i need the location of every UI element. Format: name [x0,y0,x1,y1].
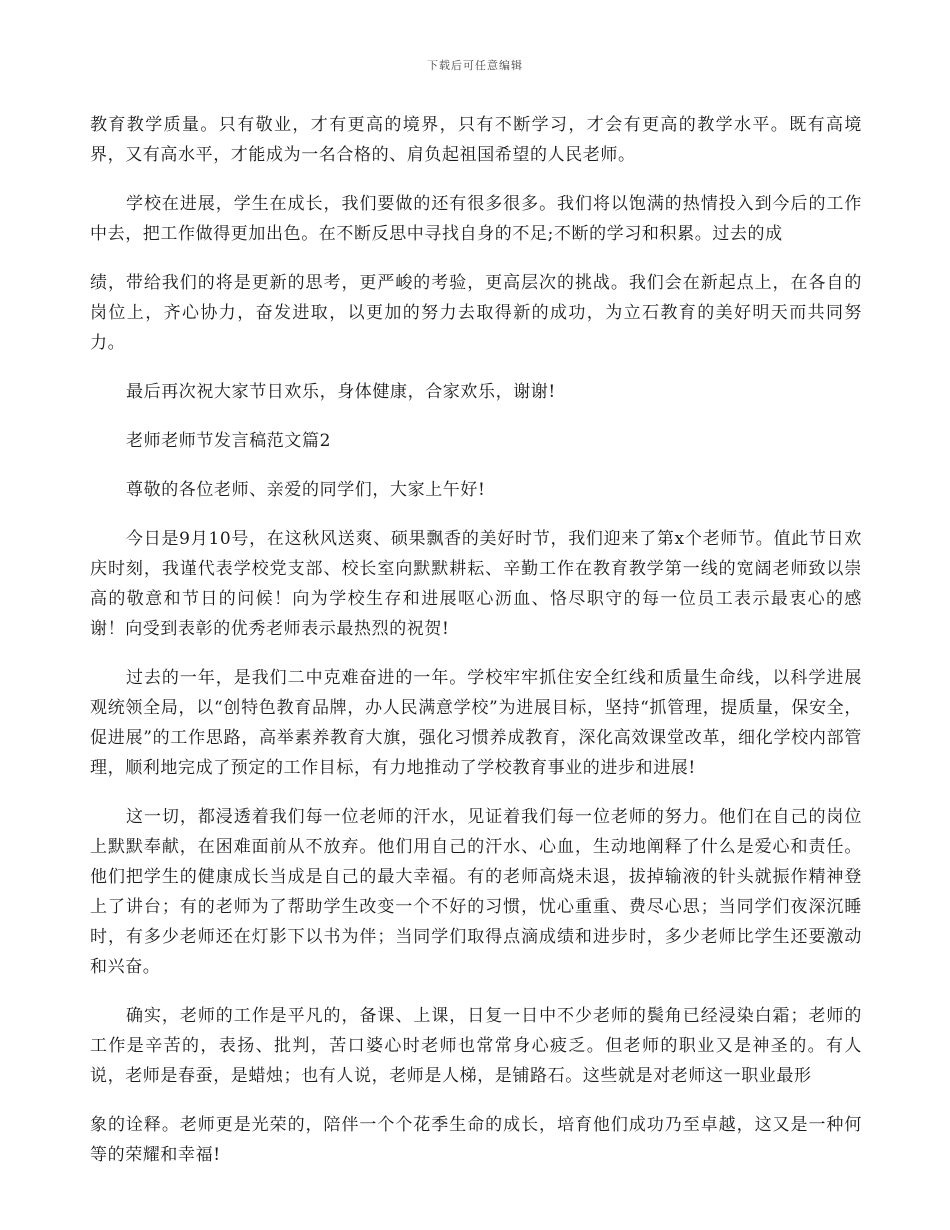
paragraph-achievements: 绩，带给我们的将是更新的思考，更严峻的考验，更高层次的挑战。我们会在新起点上，在各自的岗位上，齐心协力，奋发进取，以更加的努力去取得新的成功，为立石教育的美好明天而共同努力。 [90,273,862,353]
paragraph-teaching-quality: 教育教学质量。只有敬业，才有更高的境界，只有不断学习，才会有更高的教学水平。既有高境界，又有高水平，才能成为一名合格的、肩负起祖国希望的人民老师。 [90,115,862,165]
document-body [90,110,862,1170]
paragraph-past-year: 过去的一年，是我们二中克难奋进的一年。学校牢牢抓住安全红线和质量生命线，以科学进展观统领全局，以“创特色教育品牌，办人民满意学校”为进展目标，坚持“抓管理，提质量，保安全，促进展”的工作思路，高举素养教育大旗，强化习惯养成教育，深化高效课堂改革，细化学校内部管理，顺利地完成了预定的工作目标，有力地推动了学校教育事业的进步和进展! [90,668,862,778]
paragraph-glory: 象的诠释。老师更是光荣的，陪伴一个个花季生命的成长，培育他们成功乃至卓越，这又是一种何等的荣耀和幸福! [90,1115,862,1165]
section-heading: 老师老师节发言稿范文篇2 [126,431,332,451]
page-header-note: 下载后可任意编辑 [427,59,523,72]
paragraph-greeting: 尊敬的各位老师、亲爱的同学们，大家上午好! [126,480,486,500]
paragraph-teacher-efforts: 这一切，都浸透着我们每一位老师的汗水，见证着我们每一位老师的努力。他们在自己的岗位上默默奉献，在困难面前从不放弃。他们用自己的汗水、心血，生动地阐释了什么是爱心和责任。他们把学生的健康成长当成是自己的最大幸福。有的老师高烧未退，拔掉输液的针头就振作精神登上了讲台；有的老师为了帮助学生改变一个不好的习惯，忧心重重、费尽心思；当同学们夜深沉睡时，有多少老师还在灯影下以书为伴；当同学们取得点滴成绩和进步时，多少老师比学生还要激动和兴奋。 [90,807,862,977]
paragraph-teacher-work: 确实，老师的工作是平凡的，备课、上课，日复一日中不少老师的鬓角已经浸染白霜；老师的工作是辛苦的，表扬、批判，苦口婆心时老师也常常身心疲乏。但老师的职业又是神圣的。有人说，老师是春蚕，是蜡烛；也有人说，老师是人梯，是铺路石。这些就是对老师这一职业最形 [90,1006,862,1086]
paragraph-school-progress: 学校在进展，学生在成长，我们要做的还有很多很多。我们将以饱满的热情投入到今后的工作中去，把工作做得更加出色。在不断反思中寻找自身的不足;不断的学习和积累。过去的成 [90,194,862,244]
paragraph-teachers-day: 今日是9月10号，在这秋风送爽、硕果飘香的美好时节，我们迎来了第x个老师节。值此节日欢庆时刻，我谨代表学校党支部、校长室向默默耕耘、辛勤工作在教育教学第一线的宽阔老师致以崇高的敬意和节日的问候！向为学校生存和进展呕心沥血、恪尽职守的每一位员工表示最衷心的感谢！向受到表彰的优秀老师表示最热烈的祝贺! [90,529,862,639]
paragraph-closing-wishes: 最后再次祝大家节日欢乐，身体健康，合家欢乐，谢谢! [126,382,556,402]
